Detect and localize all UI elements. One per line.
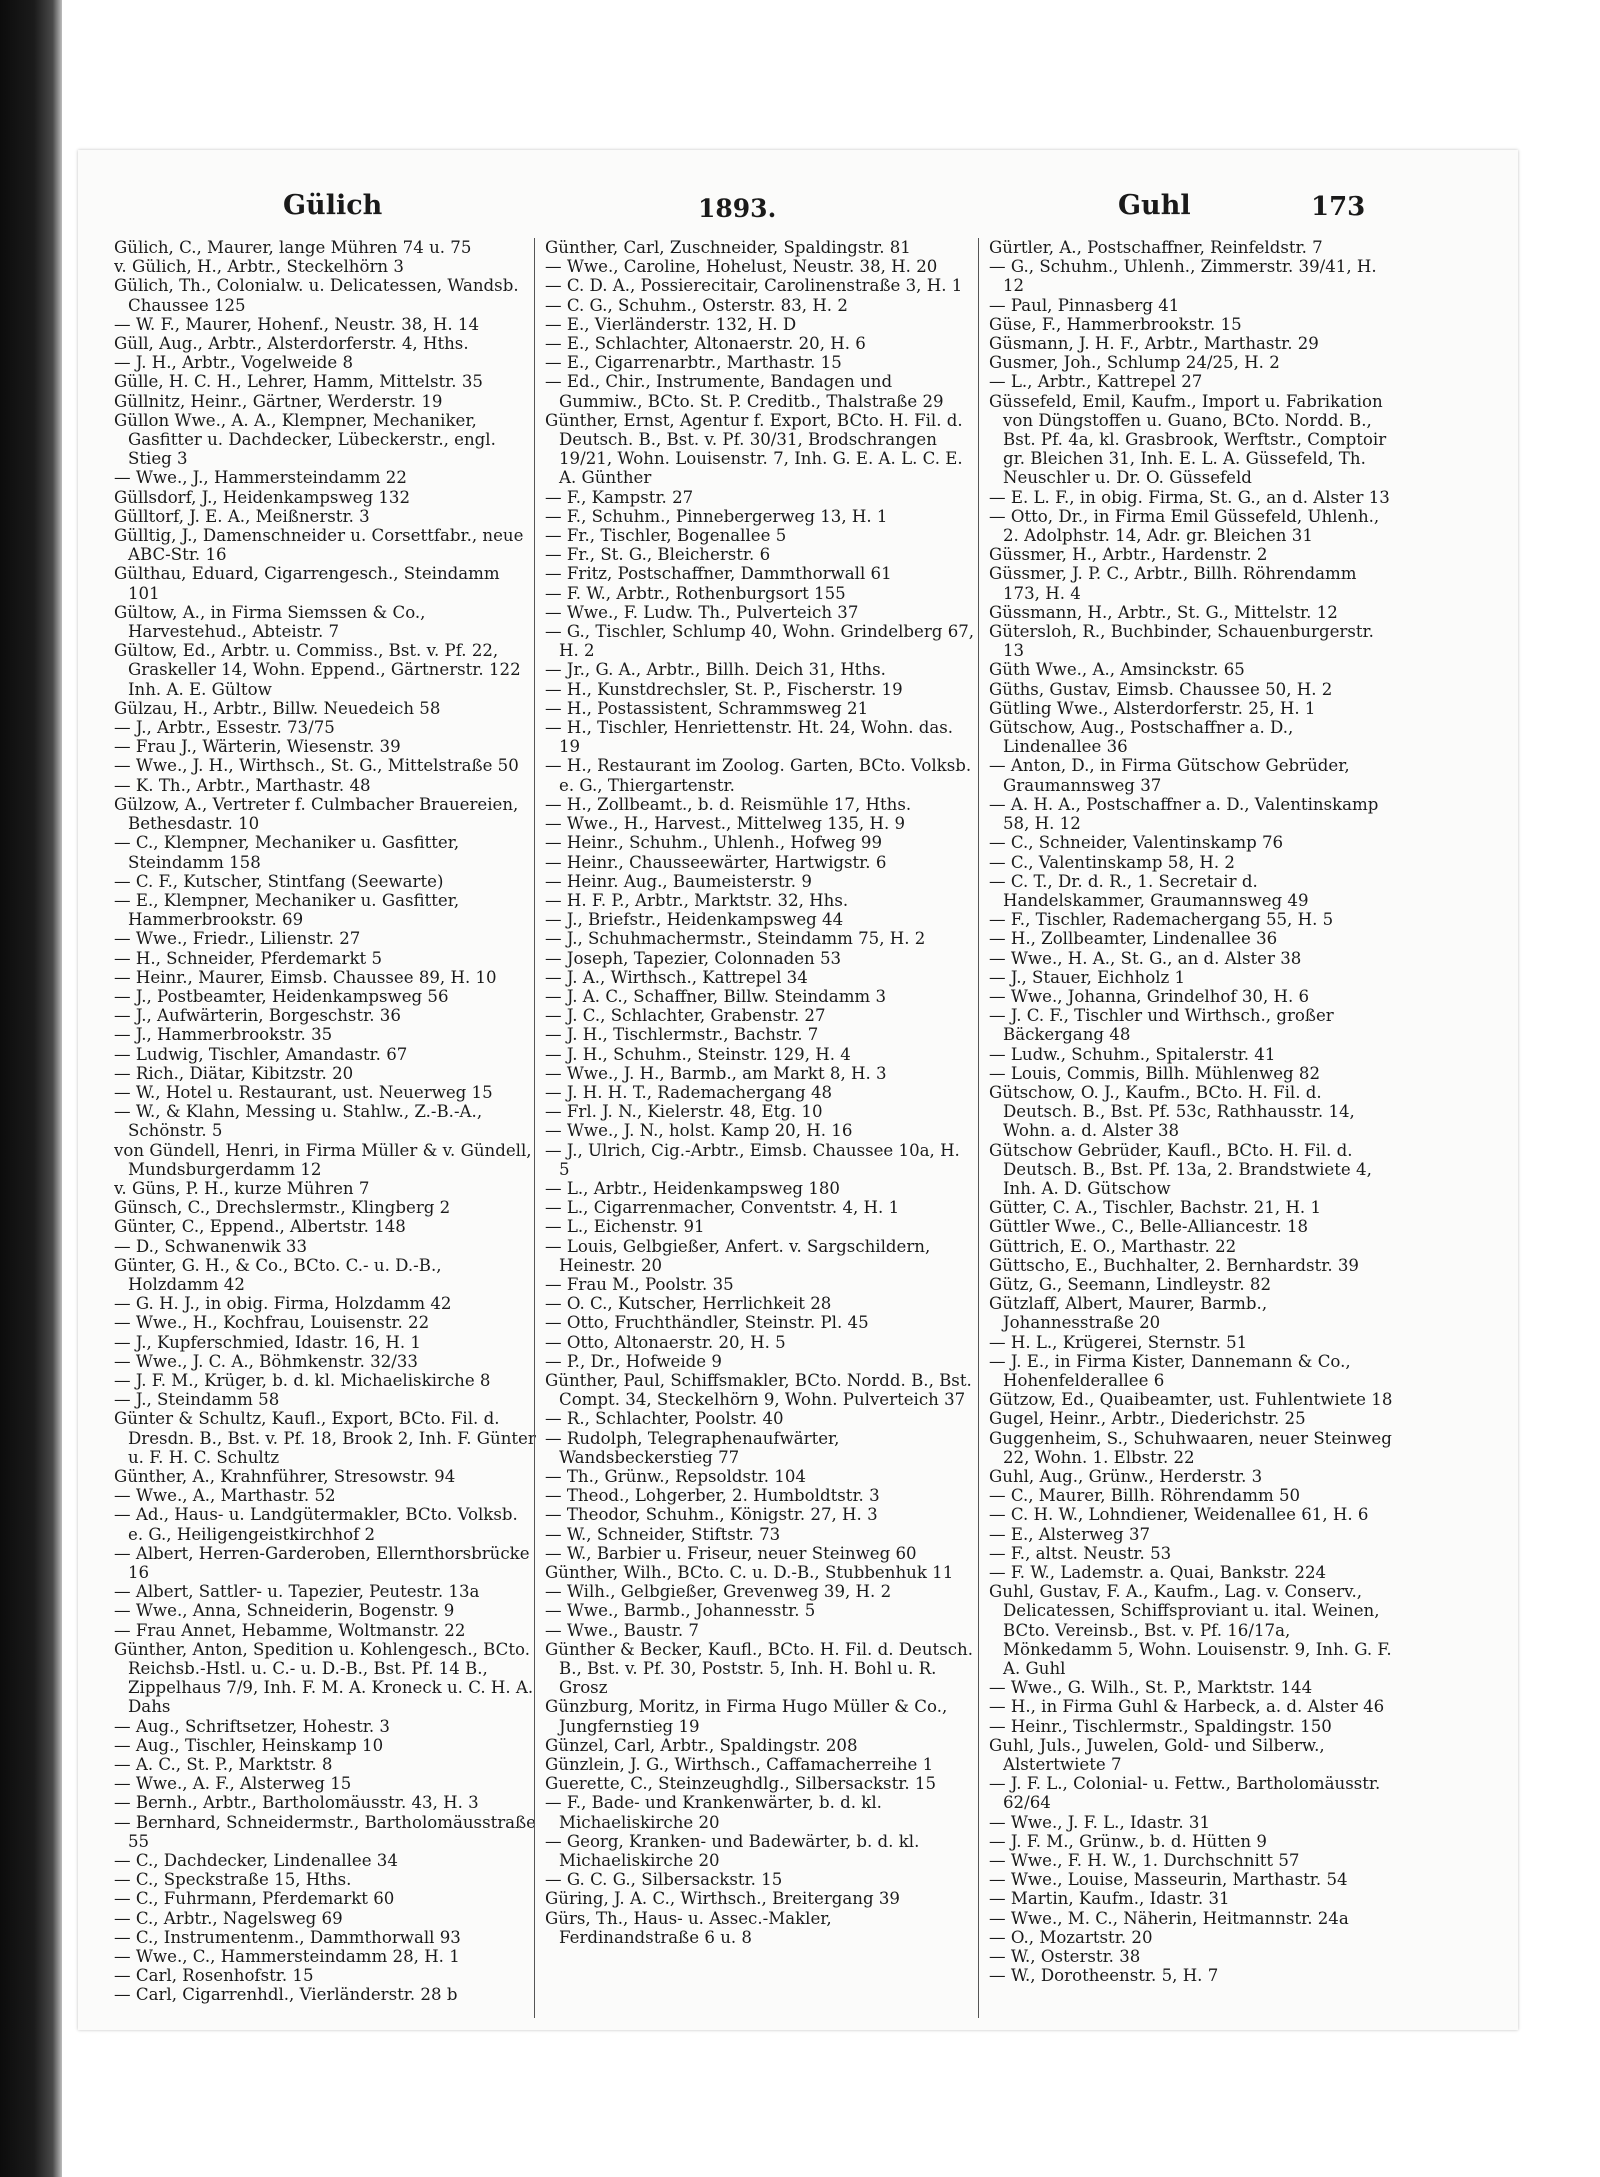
directory-entry: — H., Restaurant im Zoolog. Garten, BCto. Volksb. e. G., Thiergartenstr.: [545, 756, 972, 795]
directory-entry: — Wwe., G. Wilh., St. P., Marktstr. 144: [989, 1678, 1313, 1698]
directory-entry: — Carl, Cigarrenhdl., Vierländerstr. 28 b: [114, 1985, 458, 2005]
directory-entry: — Wwe., H., Harvest., Mittelweg 135, H. 9: [545, 814, 906, 834]
header-right-catchword: Guhl: [1118, 190, 1191, 221]
directory-entry: Gültow, Ed., Arbtr. u. Commiss., Bst. v. Pf. 22, Graskeller 14, Wohn. Eppend., Gärtnerstr. 122 Inh. A. E. Gültow: [114, 641, 521, 699]
directory-entry: Güllon Wwe., A. A., Klempner, Mechaniker, Gasfitter u. Dachdecker, Lübeckerstr., engl. Stieg 3: [114, 410, 496, 469]
directory-entry: — F., Kampstr. 27: [545, 487, 694, 507]
directory-entry: — Wwe., J. C. A., Böhmkenstr. 32/33: [114, 1351, 418, 1371]
directory-entry: — F., altst. Neustr. 53: [989, 1543, 1172, 1563]
directory-entry: — Frau Annet, Hebamme, Woltmanstr. 22: [114, 1620, 466, 1640]
directory-entry: — L., Cigarrenmacher, Conventstr. 4, H. 1: [545, 1198, 900, 1218]
directory-entry: — C., Instrumentenm., Dammthorwall 93: [114, 1927, 461, 1947]
directory-entry: Günter, C., Eppend., Albertstr. 148: [114, 1217, 406, 1237]
directory-entry: — Otto, Dr., in Firma Emil Güssefeld, Uhlenh., 2. Adolphstr. 14, Adr. gr. Bleichen 31: [989, 506, 1380, 546]
directory-entry: — Fritz, Postschaffner, Dammthorwall 61: [545, 564, 892, 584]
directory-entry: Gütter, C. A., Tischler, Bachstr. 21, H. 1: [989, 1198, 1322, 1218]
directory-entry: Gülltorf, J. E. A., Meißnerstr. 3: [114, 506, 370, 526]
directory-entry: — Paul, Pinnasberg 41: [989, 295, 1180, 315]
directory-entry: — C., Speckstraße 15, Hths.: [114, 1870, 352, 1890]
directory-entry: Günther, Ernst, Agentur f. Export, BCto. H. Fil. d. Deutsch. B., Bst. v. Pf. 30/31, Brodschrangen 19/21, Wohn. Louisenstr. 7, Inh. G. E. A. L. C. E. A. Günther: [545, 410, 963, 488]
directory-entry: — Louis, Commis, Billh. Mühlenweg 82: [989, 1063, 1321, 1083]
directory-entry: Günsch, C., Drechslermstr., Klingberg 2: [114, 1198, 451, 1218]
directory-entry: — Anton, D., in Firma Gütschow Gebrüder, Graumannsweg 37: [989, 756, 1350, 795]
directory-entry: — Wwe., C., Hammersteindamm 28, H. 1: [114, 1947, 460, 1967]
directory-entry: Günzel, Carl, Arbtr., Spaldingstr. 208: [545, 1735, 858, 1755]
directory-entry: — Louis, Gelbgießer, Anfert. v. Sargschildern, Heinestr. 20: [545, 1236, 931, 1275]
directory-entry: Güttrich, E. O., Marthastr. 22: [989, 1236, 1237, 1256]
directory-entry: Gürs, Th., Haus- u. Assec.-Makler, Ferdinandstraße 6 u. 8: [545, 1908, 832, 1947]
directory-entry: — Ad., Haus- u. Landgütermakler, BCto. Volksb. e. G., Heiligengeistkirchhof 2: [114, 1505, 518, 1544]
directory-entry: — P., Dr., Hofweide 9: [545, 1351, 722, 1371]
directory-entry: Gusmer, Joh., Schlump 24/25, H. 2: [989, 353, 1280, 373]
directory-entry: — J. E., in Firma Kister, Dannemann & Co., Hohenfelderallee 6: [989, 1351, 1351, 1390]
directory-entry: — J. F. M., Grünw., b. d. Hütten 9: [989, 1831, 1267, 1851]
directory-entry: — W., Barbier u. Friseur, neuer Steinweg 60: [545, 1543, 917, 1563]
directory-entry: — E., Klempner, Mechaniker u. Gasfitter, Hammerbrookstr. 69: [114, 890, 460, 930]
directory-entry: Guggenheim, S., Schuhwaaren, neuer Steinweg 22, Wohn. 1. Elbstr. 22: [989, 1428, 1392, 1467]
directory-entry: — O., Mozartstr. 20: [989, 1927, 1153, 1947]
directory-entry: — Heinr., Maurer, Eimsb. Chaussee 89, H. 10: [114, 967, 497, 987]
directory-entry: — Wwe., Barmb., Johannesstr. 5: [545, 1601, 816, 1621]
directory-entry: — J. A., Wirthsch., Kattrepel 34: [545, 967, 808, 987]
directory-entry: — C., Valentinskamp 58, H. 2: [989, 852, 1235, 872]
directory-entry: — Wwe., A. F., Alsterweg 15: [114, 1774, 352, 1794]
column-left: [114, 238, 536, 2018]
page-number: 173: [1311, 192, 1366, 222]
directory-entry: — Ludw., Schuhm., Spitalerstr. 41: [989, 1044, 1276, 1064]
directory-entry: — Wwe., F. Ludw. Th., Pulverteich 37: [545, 602, 859, 622]
directory-entry: Güllsdorf, J., Heidenkampsweg 132: [114, 487, 411, 507]
directory-entry: — Otto, Altonaerstr. 20, H. 5: [545, 1332, 786, 1352]
directory-entry: Günter & Schultz, Kaufl., Export, BCto. Fil. d. Dresdn. B., Bst. v. Pf. 18, Brook 2, Inh. F. Günter u. F. H. C. Schultz: [114, 1409, 536, 1467]
directory-entry: — G., Tischler, Schlump 40, Wohn. Grindelberg 67, H. 2: [545, 622, 975, 661]
directory-entry: — H., Postassistent, Schrammsweg 21: [545, 698, 869, 718]
directory-entry: v. Gülich, H., Arbtr., Steckelhörn 3: [114, 257, 404, 277]
directory-entry: — J., Stauer, Eichholz 1: [989, 967, 1186, 987]
directory-entry: — J., Aufwärterin, Borgeschstr. 36: [114, 1006, 401, 1026]
directory-entry: — W., Osterstr. 38: [989, 1947, 1141, 1967]
directory-entry: — C. T., Dr. d. R., 1. Secretair d. Handelskammer, Graumannsweg 49: [989, 871, 1309, 910]
directory-entry: — H., Zollbeamter, Lindenallee 36: [989, 929, 1278, 949]
directory-entry: Günther, Anton, Spedition u. Kohlengesch., BCto. Reichsb.-Hstl. u. C.- u. D.-B., Bst. Pf. 14 B., Zippelhaus 7/9, Inh. F. M. A. Kroneck u. C. H. A. Dahs: [114, 1639, 534, 1717]
directory-entry: — C., Dachdecker, Lindenallee 34: [114, 1851, 398, 1871]
column-right: [978, 238, 1394, 2018]
directory-entry: — Bernh., Arbtr., Bartholomäusstr. 43, H. 3: [114, 1793, 479, 1813]
directory-entry: Güth Wwe., A., Amsinckstr. 65: [989, 660, 1245, 680]
directory-entry: — Wwe., M. C., Näherin, Heitmannstr. 24a: [989, 1908, 1349, 1928]
directory-entry: Gülltig, J., Damenschneider u. Corsettfabr., neue ABC-Str. 16: [114, 526, 524, 565]
directory-entry: Guhl, Aug., Grünw., Herderstr. 3: [989, 1467, 1263, 1486]
directory-entry: — E., Alsterweg 37: [989, 1524, 1151, 1544]
directory-entry: — E., Vierländerstr. 132, H. D: [545, 314, 797, 334]
directory-entry: Günther, A., Krahnführer, Stresowstr. 94: [114, 1467, 456, 1486]
directory-entry: Güssmann, H., Arbtr., St. G., Mittelstr. 12: [989, 602, 1338, 622]
directory-entry: Günther, Wilh., BCto. C. u. D.-B., Stubbenhuk 11: [545, 1563, 954, 1583]
directory-entry: — Wwe., Johanna, Grindelhof 30, H. 6: [989, 986, 1310, 1006]
directory-entry: Gütschow, O. J., Kaufm., BCto. H. Fil. d. Deutsch. B., Bst. Pf. 53c, Rathhausstr. 14, Wohn. a. d. Alster 38: [989, 1082, 1355, 1141]
directory-entry: — Frau J., Wärterin, Wiesenstr. 39: [114, 737, 401, 757]
directory-entry: Güssmer, H., Arbtr., Hardenstr. 2: [989, 545, 1268, 565]
directory-entry: — F. W., Lademstr. a. Quai, Bankstr. 224: [989, 1563, 1327, 1583]
directory-entry: — O. C., Kutscher, Herrlichkeit 28: [545, 1294, 832, 1314]
directory-entry: — L., Eichenstr. 91: [545, 1217, 705, 1237]
directory-entry: Güssmer, J. P. C., Arbtr., Billh. Röhrendamm 173, H. 4: [989, 564, 1357, 603]
directory-entry: — C., Arbtr., Nagelsweg 69: [114, 1908, 343, 1928]
directory-entry: — Albert, Herren-Garderoben, Ellernthorsbrücke 16: [114, 1543, 530, 1583]
directory-entry: — J. C., Schlachter, Grabenstr. 27: [545, 1006, 826, 1026]
directory-entry: — C. H. W., Lohndiener, Weidenallee 61, H. 6: [989, 1505, 1369, 1525]
directory-entry: — Joseph, Tapezier, Colonnaden 53: [545, 948, 842, 968]
directory-entry: — Carl, Rosenhofstr. 15: [114, 1966, 314, 1986]
directory-entry: — Georg, Kranken- und Badewärter, b. d. kl. Michaeliskirche 20: [545, 1831, 920, 1871]
directory-entry: — Ludwig, Tischler, Amandastr. 67: [114, 1044, 408, 1064]
directory-entry: — Theodor, Schuhm., Königstr. 27, H. 3: [545, 1505, 878, 1525]
directory-entry: — Theod., Lohgerber, 2. Humboldtstr. 3: [545, 1486, 880, 1506]
directory-entry: — Aug., Tischler, Heinskamp 10: [114, 1735, 384, 1755]
directory-entry: — G. H. J., in obig. Firma, Holzdamm 42: [114, 1294, 452, 1314]
directory-entry: — Wwe., Anna, Schneiderin, Bogenstr. 9: [114, 1601, 455, 1621]
directory-entry: Gülich, C., Maurer, lange Mühren 74 u. 75: [114, 238, 472, 257]
column-middle: [534, 238, 975, 2018]
directory-entry: — W., & Klahn, Messing u. Stahlw., Z.-B.-A., Schönstr. 5: [114, 1102, 483, 1141]
directory-entry: — C. G., Schuhm., Osterstr. 83, H. 2: [545, 295, 848, 315]
directory-entry: — J. C. F., Tischler und Wirthsch., großer Bäckergang 48: [989, 1006, 1334, 1045]
directory-entry: — H., Tischler, Henriettenstr. Ht. 24, Wohn. das. 19: [545, 718, 954, 757]
header-year: 1893.: [698, 194, 777, 223]
directory-entry: — Martin, Kaufm., Idastr. 31: [989, 1889, 1230, 1909]
directory-entry: Güttler Wwe., C., Belle-Alliancestr. 18: [989, 1217, 1309, 1237]
directory-entry: — A. C., St. P., Marktstr. 8: [114, 1755, 333, 1775]
directory-entry: — C., Maurer, Billh. Röhrendamm 50: [989, 1486, 1301, 1506]
directory-entry: — J. F. M., Krüger, b. d. kl. Michaeliskirche 8: [114, 1370, 491, 1390]
directory-entry: — C., Schneider, Valentinskamp 76: [989, 833, 1284, 853]
directory-entry: — J., Postbeamter, Heidenkampsweg 56: [114, 986, 449, 1006]
directory-entry: Gürtler, A., Postschaffner, Reinfeldstr. 7: [989, 238, 1323, 257]
directory-entry: — W., Dorotheenstr. 5, H. 7: [989, 1966, 1219, 1986]
directory-entry: — H., in Firma Guhl & Harbeck, a. d. Alster 46: [989, 1697, 1385, 1717]
directory-entry: — Otto, Fruchthändler, Steinstr. Pl. 45: [545, 1313, 869, 1333]
directory-entry: — Aug., Schriftsetzer, Hohestr. 3: [114, 1716, 390, 1736]
directory-entry: — J., Steindamm 58: [114, 1390, 280, 1410]
directory-entry: Gültow, A., in Firma Siemssen & Co., Harvestehud., Abteistr. 7: [114, 602, 426, 642]
directory-entry: Guhl, Juls., Juwelen, Gold- und Silberw., Alstertwiete 7: [989, 1735, 1325, 1775]
directory-entry: — F., Schuhm., Pinnebergerweg 13, H. 1: [545, 506, 888, 526]
directory-entry: — Heinr., Tischlermstr., Spaldingstr. 150: [989, 1716, 1332, 1736]
directory-entry: — F. W., Arbtr., Rothenburgsort 155: [545, 583, 846, 603]
directory-entry: Güths, Gustav, Eimsb. Chaussee 50, H. 2: [989, 679, 1333, 699]
directory-entry: — Rudolph, Telegraphenaufwärter, Wandsbeckerstieg 77: [545, 1428, 840, 1467]
directory-entry: — H., Schneider, Pferdemarkt 5: [114, 948, 383, 968]
directory-entry: — J., Arbtr., Essestr. 73/75: [114, 718, 335, 738]
directory-entry: — A. H. A., Postschaffner a. D., Valentinskamp 58, H. 12: [989, 794, 1379, 834]
directory-entry: — F., Bade- und Krankenwärter, b. d. kl. Michaeliskirche 20: [545, 1793, 882, 1832]
directory-entry: — Wwe., J. N., holst. Kamp 20, H. 16: [545, 1121, 853, 1141]
directory-entry: — Fr., Tischler, Bogenallee 5: [545, 526, 787, 546]
directory-entry: — J. H. H. T., Rademachergang 48: [545, 1082, 833, 1102]
directory-entry: Güsmann, J. H. F., Arbtr., Marthastr. 29: [989, 334, 1319, 354]
directory-entry: Gülle, H. C. H., Lehrer, Hamm, Mittelstr. 35: [114, 372, 483, 392]
directory-entry: — Wwe., J., Hammersteindamm 22: [114, 468, 407, 488]
directory-entry: — J. H., Schuhm., Steinstr. 129, H. 4: [545, 1044, 851, 1064]
directory-entry: Güttscho, E., Buchhalter, 2. Bernhardstr. 39: [989, 1255, 1359, 1275]
directory-entry: — E. L. F., in obig. Firma, St. G., an d. Alster 13: [989, 487, 1390, 507]
directory-entry: Gütschow, Aug., Postschaffner a. D., Lindenallee 36: [989, 718, 1294, 757]
directory-entry: — J., Hammerbrookstr. 35: [114, 1025, 333, 1045]
directory-page: [78, 150, 1518, 2030]
directory-entry: — C., Klempner, Mechaniker u. Gasfitter, Steindamm 158: [114, 833, 460, 872]
directory-entry: — L., Arbtr., Kattrepel 27: [989, 372, 1203, 392]
directory-entry: — W. F., Maurer, Hohenf., Neustr. 38, H. 14: [114, 314, 480, 334]
directory-entry: — H., Kunstdrechsler, St. P., Fischerstr. 19: [545, 679, 903, 699]
directory-entry: Gütschow Gebrüder, Kaufl., BCto. H. Fil. d. Deutsch. B., Bst. Pf. 13a, 2. Brandstwiete 4, Inh. A. D. Gütschow: [989, 1140, 1372, 1198]
directory-entry: — W., Schneider, Stiftstr. 73: [545, 1524, 781, 1544]
directory-entry: Günzburg, Moritz, in Firma Hugo Müller & Co., Jungfernstieg 19: [545, 1697, 948, 1736]
directory-entry: — Wilh., Gelbgießer, Grevenweg 39, H. 2: [545, 1582, 892, 1602]
directory-entry: Günzlein, J. G., Wirthsch., Caffamacherreihe 1: [545, 1755, 934, 1775]
directory-entry: Günther, Paul, Schiffsmakler, BCto. Nordd. B., Bst. Compt. 34, Steckelhörn 9, Wohn. Pulverteich 37: [545, 1370, 972, 1410]
directory-entry: Güring, J. A. C., Wirthsch., Breitergang 39: [545, 1889, 900, 1909]
directory-entry: — J., Briefstr., Heidenkampsweg 44: [545, 910, 844, 930]
directory-entry: — Wwe., F. H. W., 1. Durchschnitt 57: [989, 1851, 1300, 1871]
directory-entry: — Wwe., A., Marthastr. 52: [114, 1486, 336, 1506]
directory-entry: — G., Schuhm., Uhlenh., Zimmerstr. 39/41, H. 12: [989, 257, 1377, 296]
directory-entry: — C. F., Kutscher, Stintfang (Seewarte): [114, 871, 444, 891]
directory-entry: Günther, Carl, Zuschneider, Spaldingstr. 81: [545, 238, 911, 257]
directory-entry: — Jr., G. A., Arbtr., Billh. Deich 31, Hths.: [545, 660, 886, 680]
header-left-catchword: Gülich: [283, 190, 383, 221]
directory-entry: — Fr., St. G., Bleicherstr. 6: [545, 545, 771, 565]
directory-entry: — E., Schlachter, Altonaerstr. 20, H. 6: [545, 334, 866, 354]
directory-entry: Gülzow, A., Vertreter f. Culmbacher Brauereien, Bethesdastr. 10: [114, 794, 519, 834]
directory-entry: — J. F. L., Colonial- u. Fettw., Bartholomäusstr. 62/64: [989, 1774, 1381, 1813]
directory-entry: — G. C. G., Silbersackstr. 15: [545, 1870, 783, 1890]
directory-entry: Günther & Becker, Kaufl., BCto. H. Fil. d. Deutsch. B., Bst. v. Pf. 30, Poststr. 5, Inh. H. Bohl u. R. Grosz: [545, 1639, 974, 1698]
directory-entry: — Wwe., Baustr. 7: [545, 1620, 699, 1640]
directory-entry: Gugel, Heinr., Arbtr., Diederichstr. 25: [989, 1409, 1306, 1429]
directory-entry: — Wwe., J. H., Wirthsch., St. G., Mittelstraße 50: [114, 756, 519, 776]
directory-entry: Gützlaff, Albert, Maurer, Barmb., Johannesstraße 20: [989, 1294, 1268, 1333]
directory-entry: Güllnitz, Heinr., Gärtner, Werderstr. 19: [114, 391, 443, 411]
directory-entry: — Heinr., Chausseewärter, Hartwigstr. 6: [545, 852, 887, 872]
directory-entry: Gütling Wwe., Alsterdorferstr. 25, H. 1: [989, 698, 1316, 718]
directory-entry: — J., Schuhmachermstr., Steindamm 75, H. 2: [545, 929, 926, 949]
directory-entry: — C. D. A., Possierecitair, Carolinenstraße 3, H. 1: [545, 276, 963, 296]
directory-entry: Güssefeld, Emil, Kaufm., Import u. Fabrikation von Düngstoffen u. Guano, BCto. Nordd. B., Bst. Pf. 4a, kl. Grasbrook, Werftstr., Comptoir gr. Bleichen 31, Inh. E. L. A. Güssefeld, Th. Neuschler u. Dr. O. Güssefeld: [989, 391, 1387, 488]
directory-entry: von Gündell, Henri, in Firma Müller & v. Gündell, Mundsburgerdamm 12: [114, 1140, 532, 1179]
directory-entry: Güll, Aug., Arbtr., Alsterdorferstr. 4, Hths.: [114, 334, 469, 354]
directory-entry: — J. H., Arbtr., Vogelweide 8: [114, 353, 354, 373]
directory-entry: — H. F. P., Arbtr., Marktstr. 32, Hhs.: [545, 890, 849, 910]
directory-entry: — Heinr., Schuhm., Uhlenh., Hofweg 99: [545, 833, 883, 853]
directory-entry: — R., Schlachter, Poolstr. 40: [545, 1409, 784, 1429]
directory-entry: — Wwe., H., Kochfrau, Louisenstr. 22: [114, 1313, 430, 1333]
directory-entry: — D., Schwanenwik 33: [114, 1236, 307, 1256]
directory-entry: — Wwe., Caroline, Hohelust, Neustr. 38, H. 20: [545, 257, 938, 277]
directory-entry: — Wwe., J. H., Barmb., am Markt 8, H. 3: [545, 1063, 887, 1083]
book-spine: [0, 0, 62, 2177]
directory-entry: Gülzau, H., Arbtr., Billw. Neuedeich 58: [114, 698, 441, 718]
directory-entry: — Wwe., Friedr., Lilienstr. 27: [114, 929, 361, 949]
directory-entry: — Th., Grünw., Repsoldstr. 104: [545, 1467, 806, 1486]
directory-entry: — Ed., Chir., Instrumente, Bandagen und Gummiw., BCto. St. P. Creditb., Thalstraße 29: [545, 372, 944, 411]
directory-entry: — Bernhard, Schneidermstr., Bartholomäusstraße 55: [114, 1812, 536, 1851]
directory-entry: — F., Tischler, Rademachergang 55, H. 5: [989, 910, 1334, 930]
directory-entry: — J. A. C., Schaffner, Billw. Steindamm 3: [545, 986, 887, 1006]
directory-entry: — H., Zollbeamt., b. d. Reismühle 17, Hths.: [545, 794, 912, 814]
directory-entry: — L., Arbtr., Heidenkampsweg 180: [545, 1178, 840, 1198]
directory-entry: — E., Cigarrenarbtr., Marthastr. 15: [545, 353, 842, 373]
directory-entry: Gülthau, Eduard, Cigarrengesch., Steindamm 101: [114, 564, 500, 603]
directory-entry: — Wwe., J. F. L., Idastr. 31: [989, 1812, 1211, 1832]
directory-entry: v. Güns, P. H., kurze Mühren 7: [114, 1178, 370, 1198]
directory-entry: — Frau M., Poolstr. 35: [545, 1274, 734, 1294]
directory-entry: — J., Ulrich, Cig.-Arbtr., Eimsb. Chaussee 10a, H. 5: [545, 1140, 960, 1179]
directory-entry: Gütz, G., Seemann, Lindleystr. 82: [989, 1274, 1272, 1294]
directory-entry: Gützow, Ed., Quaibeamter, ust. Fuhlentwiete 18: [989, 1390, 1393, 1410]
directory-entry: Guerette, C., Steinzeughdlg., Silbersackstr. 15: [545, 1774, 937, 1794]
directory-entry: — Wwe., H. A., St. G., an d. Alster 38: [989, 948, 1302, 968]
directory-entry: — W., Hotel u. Restaurant, ust. Neuerweg 15: [114, 1082, 493, 1102]
directory-entry: — Wwe., Louise, Masseurin, Marthastr. 54: [989, 1870, 1348, 1890]
directory-entry: Gülich, Th., Colonialw. u. Delicatessen, Wandsb. Chaussee 125: [114, 276, 519, 315]
directory-entry: — J., Kupferschmied, Idastr. 16, H. 1: [114, 1332, 421, 1352]
directory-entry: Güse, F., Hammerbrookstr. 15: [989, 314, 1242, 334]
directory-entry: — Heinr. Aug., Baumeisterstr. 9: [545, 871, 812, 891]
directory-entry: — J. H., Tischlermstr., Bachstr. 7: [545, 1025, 819, 1045]
directory-entry: — H. L., Krügerei, Sternstr. 51: [989, 1332, 1248, 1352]
directory-entry: Günter, G. H., & Co., BCto. C.- u. D.-B., Holzdamm 42: [114, 1255, 442, 1294]
directory-entry: — Albert, Sattler- u. Tapezier, Peutestr. 13a: [114, 1582, 480, 1602]
directory-entry: Gütersloh, R., Buchbinder, Schauenburgerstr. 13: [989, 622, 1374, 661]
directory-entry: — C., Fuhrmann, Pferdemarkt 60: [114, 1889, 395, 1909]
directory-entry: — Frl. J. N., Kielerstr. 48, Etg. 10: [545, 1102, 823, 1122]
directory-entry: — K. Th., Arbtr., Marthastr. 48: [114, 775, 371, 795]
directory-entry: Guhl, Gustav, F. A., Kaufm., Lag. v. Conserv., Delicatessen, Schiffsproviant u. ital. Weinen, BCto. Vereinsb., Bst. v. Pf. 16/17a, Mönkedamm 5, Wohn. Louisenstr. 9, Inh. G. F. A. Guhl: [989, 1582, 1392, 1679]
directory-entry: — Rich., Diätar, Kibitzstr. 20: [114, 1063, 354, 1083]
